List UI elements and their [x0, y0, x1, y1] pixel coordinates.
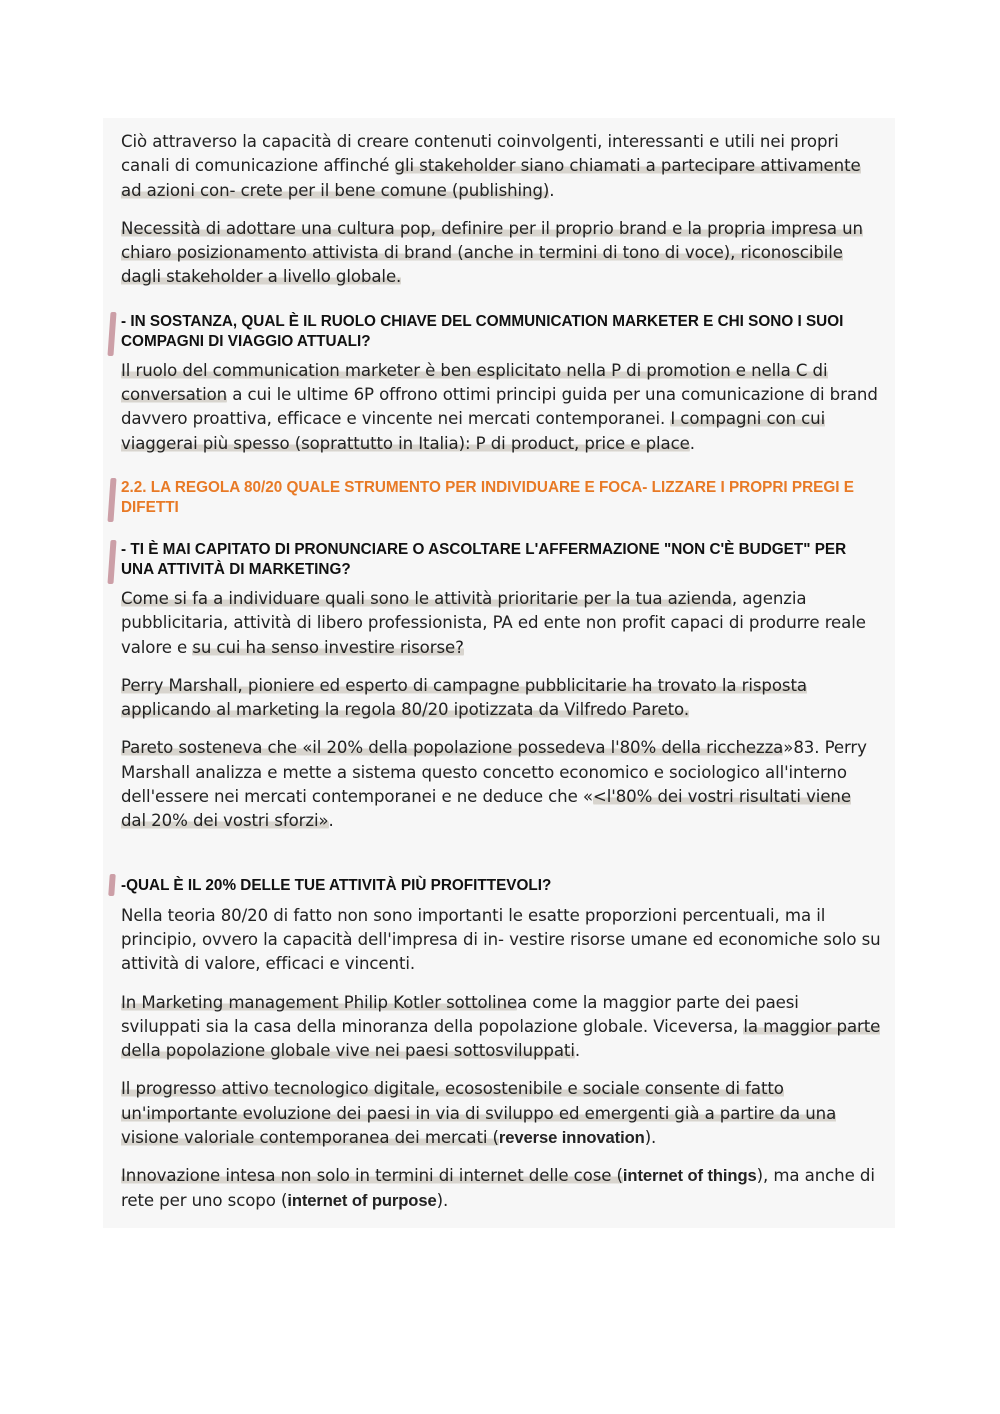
paragraph: Pareto sosteneva che «il 20% della popolazione possedeva l'80% della ricchezza»83. Perry Marshall analizza e mette a sistema questo concetto economico e sociologico all'interno dell'essere nei mercati contemporanei e ne deduce che «<l'80% dei vostri risultati viene dal 20% dei vostri sforzi».	[121, 738, 867, 831]
paragraph: Ciò attraverso la capacità di creare contenuti coinvolgenti, interessanti e utili nei propri canali di comunicazione affinché gli stakeholder siano chiamati a partecipare attivamente ad azioni con- crete per il bene comune (publishing).	[121, 132, 861, 200]
highlight: Necessità di adottare una cultura pop, definire per il proprio brand e la propria impresa un chiaro posizionamento attivista di brand (anche in termini di tono di voce), riconoscibile dagli stakeholder a livello globale.	[121, 218, 863, 287]
section-heading: 2.2. LA REGOLA 80/20 QUALE STRUMENTO PER INDIVIDUARE E FOCA- LIZZARE I PROPRI PREGI E DIFETTI	[121, 478, 881, 518]
question-heading: - IN SOSTANZA, QUAL È IL RUOLO CHIAVE DEL COMMUNICATION MARKETER E CHI SONO I SUOI COMPAGNI DI VIAGGIO ATTUALI?	[121, 312, 881, 352]
paragraph: Nella teoria 80/20 di fatto non sono importanti le esatte proporzioni percentuali, ma il principio, ovvero la capacità dell'impresa di in- vestire risorse umane ed economiche solo su attività di valore, efficaci e vincenti.	[121, 905, 881, 974]
highlight: Perry Marshall, pioniere ed esperto di campagne pubblicitarie ha trovato la risposta applicando al marketing la regola 80/20 ipotizzata da Vilfredo Pareto.	[121, 675, 807, 720]
highlight: su cui ha senso investire risorse?	[192, 637, 464, 657]
highlight: la maggior parte della popolazione globale vive nei paesi sottosviluppati	[121, 1016, 881, 1061]
bold-term: internet of purpose	[287, 1190, 437, 1210]
highlight: Innovazione intesa non solo in termini di internet delle cose (	[121, 1166, 623, 1186]
highlight: <l'80% dei vostri risultati viene dal 20% dei vostri sforzi»	[121, 787, 851, 831]
highlight: Il progresso attivo tecnologico digitale, ecosostenibile e sociale consente di fatto un'importante evoluzione dei paesi in via di sviluppo ed emergenti già a partire da una visione valoriale contemporanea dei mercati (	[121, 1079, 837, 1148]
highlight: I compagni con cui viaggerai più spesso (soprattutto in Italia): P di product, price e place	[121, 409, 826, 453]
paragraph: In Marketing management Philip Kotler sottolinea come la maggior parte dei paesi sviluppati sia la casa della minoranza della popolazione globale. Viceversa, la maggior parte della popolazione globale vive nei paesi sottosviluppati.	[121, 992, 881, 1061]
paragraph	[121, 217, 881, 290]
document-body	[121, 130, 881, 1213]
highlight: In Marketing management Philip Kotler sottoline	[121, 992, 518, 1012]
question-heading: - TI È MAI CAPITATO DI PRONUNCIARE O ASCOLTARE L'AFFERMAZIONE "NON C'È BUDGET" PER UNA ATTIVITÀ DI MARKETING?	[121, 540, 881, 580]
paragraph: Come si fa a individuare quali sono le attività prioritarie per la tua azienda, agenzia pubblicitaria, attività di libero professionista, PA ed ente non profit capaci di produrre reale valore e su cui ha senso investire risorse?	[121, 588, 866, 657]
paragraph	[121, 674, 881, 723]
paragraph: Il ruolo del communication marketer è ben esplicitato nella P di promotion e nella C di conversation a cui le ultime 6P offrono ottimi principi guida per una comunicazione di brand davvero proattiva, efficace e vincente nei mercati contemporanei. I compagni con cui viaggerai più spesso (soprattutto in Italia): P di product, price e place.	[121, 360, 878, 453]
paragraph: Il progresso attivo tecnologico digitale, ecosostenibile e sociale consente di fatto un'importante evoluzione dei paesi in via di sviluppo ed emergenti già a partire da una visione valoriale contemporanea dei mercati (reverse innovation).	[121, 1079, 837, 1148]
question-heading: -QUAL È IL 20% DELLE TUE ATTIVITÀ PIÙ PROFITTEVOLI?	[121, 876, 881, 896]
bold-term: reverse innovation	[498, 1128, 645, 1148]
paragraph: Innovazione intesa non solo in termini di internet delle cose (internet of things), ma anche di rete per uno scopo (internet of purpose).	[121, 1166, 875, 1210]
highlight: gli stakeholder siano chiamati a partecipare attivamente ad azioni con- crete per il bene comune (publishing)	[121, 156, 861, 200]
highlight: Il ruolo del communication marketer è ben esplicitato nella P di promotion e nella C di conversation	[121, 360, 828, 405]
bold-term: internet of things	[622, 1166, 757, 1186]
highlight: Come si fa a individuare quali sono le attività prioritarie per la tua azienda	[121, 588, 732, 608]
highlight: Pareto sosteneva che «il 20% della popolazione possedeva l'80% della ricchezza	[121, 738, 784, 758]
